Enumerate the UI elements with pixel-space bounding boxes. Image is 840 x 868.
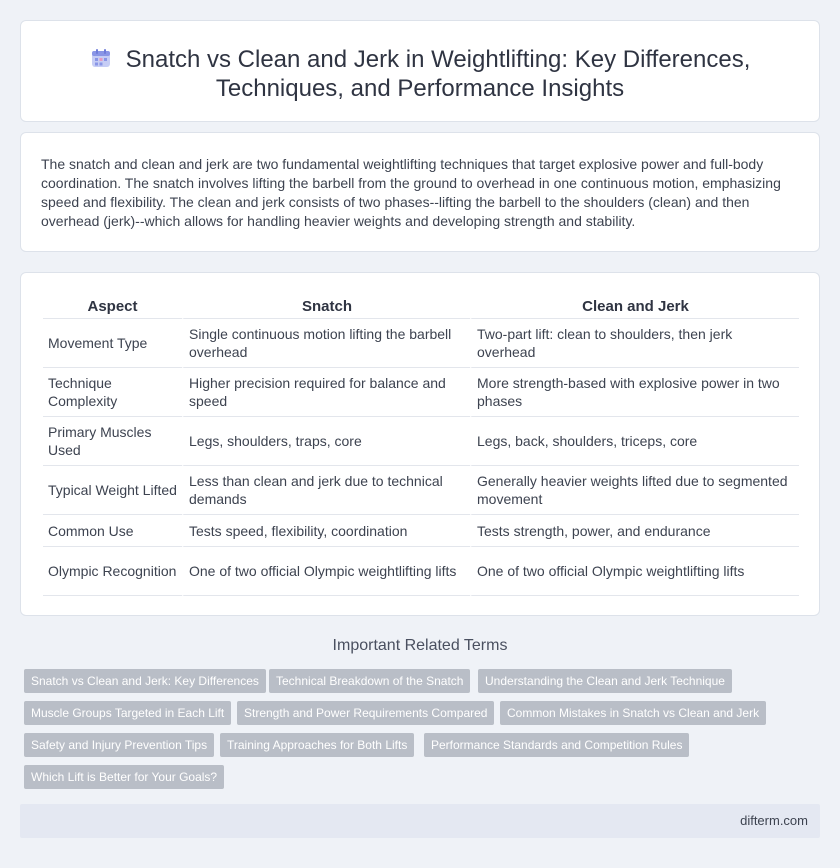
comparison-table [43,297,799,596]
title-line-1: Snatch vs Clean and Jerk in Weightlifting: Key Differences, [125,46,751,73]
table-cell: Movement Type [43,319,182,368]
comparison-card [20,272,820,616]
related-term-link[interactable]: Muscle Groups Targeted in Each Lift [24,701,231,725]
table-row [43,466,799,515]
related-term-link[interactable]: Training Approaches for Both Lifts [220,733,414,757]
table-cell: More strength-based with explosive power in two phases [470,368,799,417]
calendar-icon [90,47,112,69]
table-cell: One of two official Olympic weightlifting lifts [182,547,470,596]
table-cell: Single continuous motion lifting the barbell overhead [182,319,470,368]
related-term-link[interactable]: Technical Breakdown of the Snatch [269,669,470,693]
table-cell: Legs, shoulders, traps, core [182,417,470,466]
footer-site-link[interactable]: difterm.com [740,813,808,828]
table-cell: Less than clean and jerk due to technical demands [182,466,470,515]
table-row [43,319,799,368]
table-cell: Two-part lift: clean to shoulders, then jerk overhead [470,319,799,368]
related-term-link[interactable]: Strength and Power Requirements Compared [237,701,494,725]
table-cell: Tests strength, power, and endurance [470,515,799,547]
title-card [20,20,820,122]
title-line-2: Techniques, and Performance Insights [215,75,625,102]
intro-card [20,132,820,252]
table-cell: Typical Weight Lifted [43,466,182,515]
table-cell: One of two official Olympic weightlifting lifts [470,547,799,596]
header-aspect: Aspect [43,297,182,319]
table-cell: Generally heavier weights lifted due to segmented movement [470,466,799,515]
related-term-link[interactable]: Understanding the Clean and Jerk Technique [478,669,732,693]
page-title [21,45,819,103]
header-clean-and-jerk: Clean and Jerk [470,297,799,319]
header-snatch: Snatch [182,297,470,319]
table-cell: Legs, back, shoulders, triceps, core [470,417,799,466]
table-cell: Higher precision required for balance and speed [182,368,470,417]
table-row [43,417,799,466]
related-terms-title: Important Related Terms [332,637,508,654]
table-cell: Olympic Recognition [43,547,182,596]
table-row [43,515,799,547]
related-term-link[interactable]: Which Lift is Better for Your Goals? [24,765,224,789]
table-cell: Tests speed, flexibility, coordination [182,515,470,547]
table-row [43,368,799,417]
table-row [43,547,799,596]
table-header-row [43,297,799,319]
table-cell: Technique Complexity [43,368,182,417]
table-cell: Common Use [43,515,182,547]
intro-paragraph: The snatch and clean and jerk are two fundamental weightlifting techniques that target explosive power and full-body coordination. The snatch involves lifting the barbell from the ground to overhead in one continuous motion, emphasizing speed and flexibility. The clean and jerk consists of two phases--lifting the barbell to the shoulders (clean) and then overhead (jerk)--which allows for handling heavier weights and developing strength and stability. [41,156,781,229]
footer [20,804,820,838]
related-term-link[interactable]: Common Mistakes in Snatch vs Clean and Jerk [500,701,766,725]
related-term-link[interactable]: Snatch vs Clean and Jerk: Key Differences [24,669,266,693]
table-cell: Primary Muscles Used [43,417,182,466]
related-term-link[interactable]: Performance Standards and Competition Rules [424,733,689,757]
related-term-link[interactable]: Safety and Injury Prevention Tips [24,733,214,757]
